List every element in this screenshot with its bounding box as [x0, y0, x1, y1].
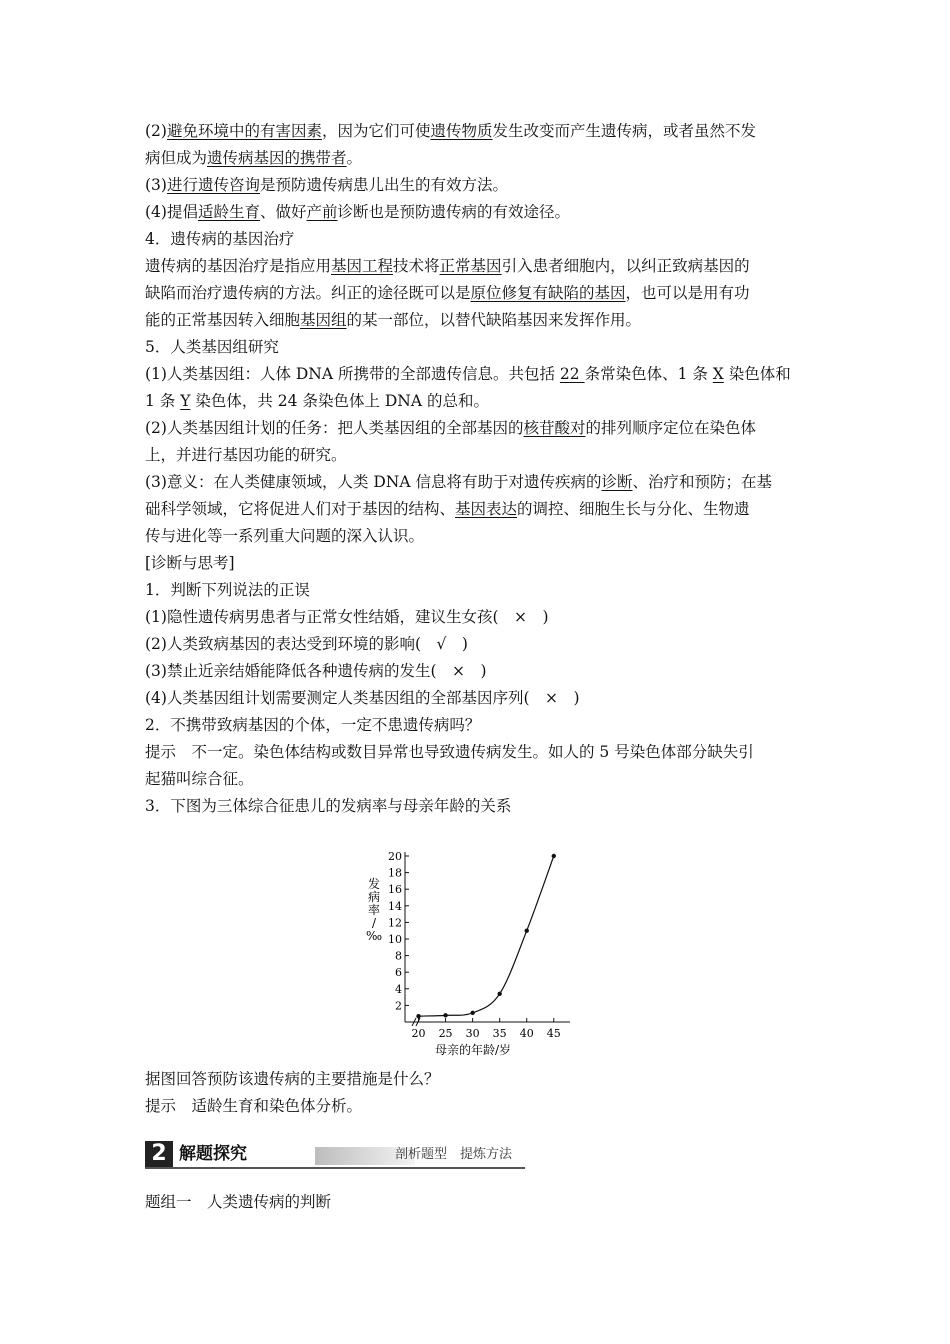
section-banner — [145, 1139, 525, 1169]
text-line — [145, 388, 810, 415]
y-tick-label: 2 — [395, 999, 402, 1013]
text-line — [145, 361, 810, 388]
underlined-term: Y — [180, 392, 191, 410]
data-point — [552, 854, 556, 858]
text-line — [145, 739, 810, 766]
incidence-chart — [365, 846, 580, 1061]
underlined-term: 22 — [559, 365, 585, 383]
text-segment: 、治疗和预防；在基 — [632, 473, 773, 491]
text-segment: 条常染色体、1 条 — [584, 365, 713, 383]
text-segment: 上，并进行基因功能的研究。 — [145, 446, 347, 464]
text-segment: 引入患者细胞内，以纠正致病基因的 — [501, 257, 750, 275]
text-segment: 2．不携带致病基因的个体，一定不患遗传病吗？ — [145, 716, 481, 734]
text-line — [145, 199, 810, 226]
text-line — [145, 118, 810, 145]
text-segment: ，因为它们可使 — [321, 122, 431, 140]
text-line — [145, 631, 810, 658]
text-segment: 技术将 — [393, 257, 440, 275]
underlined-term: 产前 — [306, 203, 338, 221]
text-segment: 3．下图为三体综合征患儿的发病率与母亲年龄的关系 — [145, 797, 512, 815]
text-segment: (3) — [145, 176, 167, 194]
underlined-term: 基因工程 — [331, 257, 394, 275]
text-line — [145, 253, 810, 280]
text-segment: 诊断也是预防遗传病的有效途径。 — [337, 203, 571, 221]
y-tick-label: 10 — [388, 933, 402, 946]
answer-line: 提示 适龄生育和染色体分析。 — [145, 1097, 363, 1115]
y-tick-label: 16 — [388, 883, 402, 897]
text-segment: (4)人类基因组计划需要测定人类基因组的全部基因序列( × ) — [145, 689, 580, 707]
data-point — [443, 1013, 447, 1017]
text-segment: (4)提倡 — [145, 203, 198, 221]
text-segment: 1．判断下列说法的正误 — [145, 581, 310, 599]
x-tick-label: 20 — [411, 1027, 426, 1040]
underlined-term: X — [712, 365, 724, 383]
text-line — [145, 496, 810, 523]
text-line — [145, 334, 810, 361]
text-segment: 。 — [346, 149, 363, 167]
text-segment: 础科学领域，它将促进人们对于基因的结构、 — [145, 500, 456, 518]
text-segment: 的调控、细胞生长与分化、生物遗 — [517, 500, 750, 518]
incidence-curve — [419, 856, 554, 1016]
text-line — [145, 415, 810, 442]
text-segment: 4．遗传病的基因治疗 — [145, 230, 295, 248]
x-tick-label: 30 — [465, 1027, 480, 1040]
data-point — [470, 1011, 474, 1015]
text-line — [145, 793, 810, 820]
group-heading: 题组一 人类遗传病的判断 — [145, 1193, 332, 1211]
section-subtitle: 剖析题型 提炼方法 — [395, 1147, 513, 1162]
text-segment: 的排列顺序定位在染色体 — [585, 419, 756, 437]
text-line — [145, 469, 810, 496]
y-tick-label: 20 — [388, 850, 402, 863]
text-segment: ，也可以是用有功 — [625, 284, 750, 302]
text-segment: 提示 不一定。染色体结构或数目异常也导致遗传病发生。如人的 5 号染色体部分缺失引 — [145, 743, 754, 761]
text-line — [145, 307, 810, 334]
text-segment: (1)人类基因组：人体 DNA 所携带的全部遗传信息。共包括 — [145, 365, 560, 383]
text-segment: 病但成为 — [145, 149, 208, 167]
text-segment: 染色体，共 24 条染色体上 DNA 的总和。 — [190, 392, 489, 410]
y-tick-label: 4 — [395, 982, 402, 996]
underlined-term: 避免环境中的有害因素 — [166, 122, 322, 140]
x-tick-label: 35 — [492, 1027, 507, 1040]
x-tick-label: 45 — [546, 1027, 561, 1040]
text-line — [145, 766, 810, 793]
section-number: 2 — [145, 1141, 173, 1167]
underlined-term: 进行遗传咨询 — [166, 176, 260, 194]
underlined-term: 核苷酸对 — [523, 419, 586, 437]
text-segment: 发生改变而产生遗传病，或者虽然不发 — [492, 122, 757, 140]
text-line — [145, 577, 810, 604]
text-line — [145, 172, 810, 199]
text-body — [145, 118, 810, 820]
text-segment: 1 条 — [145, 392, 181, 410]
underlined-term: 适龄生育 — [197, 203, 260, 221]
y-tick-label: 18 — [388, 866, 402, 880]
text-segment: 5．人类基因组研究 — [145, 338, 279, 356]
text-line — [145, 145, 810, 172]
y-tick-label: 6 — [395, 966, 402, 980]
underlined-term: 遗传病基因的携带者 — [207, 149, 347, 167]
text-segment: (2)人类基因组计划的任务：把人类基因组的全部基因的 — [145, 419, 524, 437]
text-segment: 染色体和 — [723, 365, 791, 383]
y-tick-label: 8 — [395, 949, 402, 963]
x-tick-label: 40 — [519, 1027, 534, 1040]
text-segment: 、做好 — [259, 203, 307, 221]
x-tick-label: 25 — [438, 1027, 453, 1040]
text-line — [145, 658, 810, 685]
y-tick-label: 14 — [388, 899, 402, 913]
chart-x-label: 母亲的年龄/岁 — [434, 1043, 512, 1057]
chart-y-label: 发病率/ ‰ — [365, 877, 383, 943]
banner-rule — [145, 1167, 525, 1169]
text-segment: (1)隐性遗传病男患者与正常女性结婚，建议生女孩( × ) — [145, 608, 549, 626]
text-line — [145, 523, 810, 550]
text-line — [145, 442, 810, 469]
underlined-term: 基因组 — [300, 311, 347, 329]
text-line — [145, 685, 810, 712]
text-line — [145, 550, 810, 577]
text-segment: 传与进化等一系列重大问题的深入认识。 — [145, 527, 425, 545]
text-segment: 的某一部位，以替代缺陷基因来发挥作用。 — [346, 311, 642, 329]
text-segment: 缺陷而治疗遗传病的方法。纠正的途径既可以是 — [145, 284, 471, 302]
section-title: 解题探究 — [179, 1144, 247, 1164]
y-tick-label: 12 — [388, 916, 402, 930]
text-segment: (2)人类致病基因的表达受到环境的影响( √ ) — [145, 635, 468, 653]
underlined-term: 基因表达 — [455, 500, 518, 518]
text-line — [145, 712, 810, 739]
text-segment: 起猫叫综合征。 — [145, 770, 254, 788]
data-point — [497, 992, 501, 996]
text-segment: (2) — [145, 122, 167, 140]
text-line — [145, 604, 810, 631]
chart-question — [145, 1066, 440, 1120]
text-segment: [诊断与思考] — [145, 554, 235, 572]
text-segment: (3)禁止近亲结婚能降低各种遗传病的发生( × ) — [145, 662, 487, 680]
text-line — [145, 226, 810, 253]
underlined-term: 正常基因 — [439, 257, 502, 275]
text-segment: 遗传病的基因治疗是指应用 — [145, 257, 332, 275]
text-line — [145, 280, 810, 307]
underlined-term: 诊断 — [601, 473, 633, 491]
text-segment: 能的正常基因转入细胞 — [145, 311, 301, 329]
underlined-term: 遗传物质 — [430, 122, 493, 140]
data-point — [525, 929, 529, 933]
data-point — [416, 1014, 420, 1018]
underlined-term: 原位修复有缺陷的基因 — [470, 284, 626, 302]
question-line: 据图回答预防该遗传病的主要措施是什么？ — [145, 1070, 440, 1088]
text-segment: 是预防遗传病患儿出生的有效方法。 — [259, 176, 508, 194]
text-segment: (3)意义：在人类健康领域，人类 DNA 信息将有助于对遗传疾病的 — [145, 473, 602, 491]
